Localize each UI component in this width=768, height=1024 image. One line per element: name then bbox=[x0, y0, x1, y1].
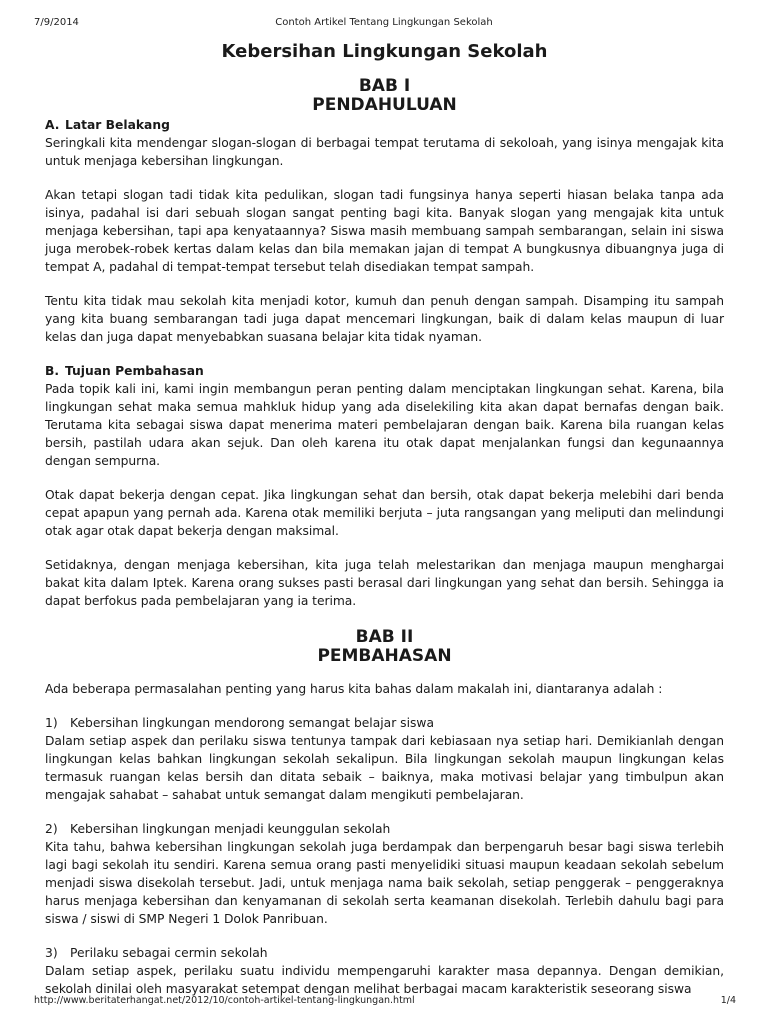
document-body bbox=[45, 40, 724, 998]
paragraph: Setidaknya, dengan menjaga kebersihan, kita juga telah melestarikan dan menjaga maupun menghargai bakat kita dalam Iptek. Karena orang sukses pasti berasal dari lingkungan yang sehat dan bersih. Sehingga ia dapat berfokus pada pembelajaran yang ia terima. bbox=[45, 558, 724, 608]
section-b-title: Tujuan Pembahasan bbox=[65, 364, 204, 378]
item-heading bbox=[45, 820, 724, 838]
item-number: 3) bbox=[45, 946, 58, 960]
document-title: Kebersihan Lingkungan Sekolah bbox=[221, 41, 548, 62]
item-title: Kebersihan lingkungan menjadi keunggulan sekolah bbox=[70, 822, 391, 836]
section-a-letter: A. bbox=[45, 118, 60, 132]
bab1-heading: PENDAHULUAN bbox=[312, 95, 457, 115]
paragraph: Seringkali kita mendengar slogan-slogan di berbagai tempat terutama di sekoloah, yang isinya mengajak kita untuk menjaga kebersihan lingkungan. bbox=[45, 136, 724, 168]
item-number: 2) bbox=[45, 822, 58, 836]
bab2-intro: Ada beberapa permasalahan penting yang harus kita bahas dalam makalah ini, diantaranya adalah : bbox=[45, 682, 663, 696]
paragraph: Otak dapat bekerja dengan cepat. Jika lingkungan sehat dan bersih, otak dapat bekerja melebihi dari benda cepat apapun yang pernah ada. Karena otak memiliki berjuta – juta rangsangan yang meliputi dan melindungi otak agar otak dapat bekerja dengan maksimal. bbox=[45, 488, 724, 538]
section-b-heading bbox=[45, 362, 724, 380]
paragraph: Tentu kita tidak mau sekolah kita menjadi kotor, kumuh dan penuh dengan sampah. Disamping itu sampah yang kita buang sembarangan tadi juga dapat mencemari lingkungan, baik di dalam kelas maupun di luar kelas dan juga dapat menyebabkan suasana belajar kita tidak nyaman. bbox=[45, 294, 724, 344]
print-header-title: Contoh Artikel Tentang Lingkungan Sekolah bbox=[275, 17, 493, 28]
bab2-heading: PEMBAHASAN bbox=[317, 646, 452, 666]
item-heading bbox=[45, 714, 724, 732]
item-paragraph: Dalam setiap aspek, perilaku suatu individu mempengaruhi karakter masa depannya. Dengan demikian, sekolah dinilai oleh masyarakat setempat dengan melihat berbagai macam karakteristik seseorang siswa bbox=[45, 964, 724, 996]
item-heading bbox=[45, 944, 724, 962]
bab1-label: BAB I bbox=[358, 76, 411, 96]
item-paragraph: Kita tahu, bahwa kebersihan lingkungan sekolah juga berdampak dan berpengaruh besar bagi siswa terlebih lagi bagi sekolah itu sendiri. Karena semua orang pasti menyelidiki situasi maupun keadaan sekolah sebelum menjadi siswa disekolah tersebut. Jadi, untuk menjaga nama baik sekolah, setiap penggerak – penggeraknya harus menjaga kebersihan dan kenyamanan di sekolah serta keamanan disekolah. Terlebih dahulu bagi para siswa / siswi di SMP Negeri 1 Dolok Panribuan. bbox=[45, 840, 724, 926]
page-number: 1/4 bbox=[720, 995, 736, 1006]
item-title: Perilaku sebagai cermin sekolah bbox=[70, 946, 268, 960]
item-title: Kebersihan lingkungan mendorong semangat belajar siswa bbox=[70, 716, 435, 730]
section-a-heading bbox=[45, 116, 724, 134]
item-number: 1) bbox=[45, 716, 58, 730]
paragraph: Pada topik kali ini, kami ingin membangun peran penting dalam menciptakan lingkungan sehat. Karena, bila lingkungan sehat maka semua mahkluk hidup yang ada diselekiling kita akan dapat bernafas dengan baik. Terutama kita sebagai siswa dapat menerima materi pembelajaran dengan baik. Karena bila ruangan kelas bersih, pastilah udara akan sejuk. Dan oleh karena itu otak dapat menjalankan fungsi dan kegunaannya dengan sempurna. bbox=[45, 382, 724, 468]
print-date: 7/9/2014 bbox=[34, 17, 79, 28]
item-paragraph: Dalam setiap aspek dan perilaku siswa tentunya tampak dari kebiasaan nya setiap hari. Demikianlah dengan lingkungan kelas bahkan lingkungan sekolah sekalipun. Bila lingkungan sekolah maupun lingkungan kelas termasuk ruangan kelas bersih dan ditata sebaik – baiknya, maka motivasi belajar yang timbulpun akan mengajak sahabat – sahabat untuk semangat dalam mengikuti pembelajaran. bbox=[45, 734, 724, 802]
section-b-letter: B. bbox=[45, 364, 60, 378]
paragraph: Akan tetapi slogan tadi tidak kita pedulikan, slogan tadi fungsinya hanya seperti hiasan belaka tanpa ada isinya, padahal isi dari sebuah slogan sangat penting bagi kita. Banyak slogan yang mengajak kita untuk menjaga kebersihan, tapi apa kenyataannya? Siswa masih membuang sampah sembarangan, selain ini siswa juga merobek-robek kertas dalam kelas dan bila memakan jajan di tempat A bungkusnya dibuangnya juga di tempat A, padahal di tempat-tempat tersebut telah disediakan tempat sampah. bbox=[45, 188, 724, 274]
source-url[interactable]: http://www.beritaterhangat.net/2012/10/contoh-artikel-tentang-lingkungan.html bbox=[34, 995, 415, 1006]
bab2-label: BAB II bbox=[355, 627, 414, 647]
section-a-title: Latar Belakang bbox=[65, 118, 170, 132]
